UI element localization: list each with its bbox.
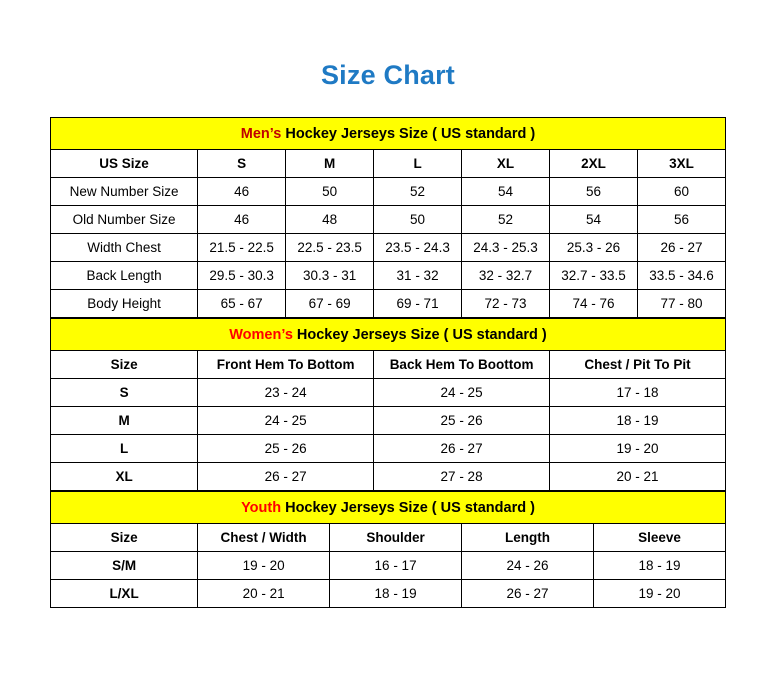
mens-row-1-val-5: 56 <box>637 206 725 234</box>
table-row <box>51 234 726 262</box>
mens-row-3-val-4: 32.7 - 33.5 <box>550 262 638 290</box>
table-row <box>51 379 726 407</box>
mens-row-3-val-5: 33.5 - 34.6 <box>637 262 725 290</box>
mens-row-1-val-2: 50 <box>374 206 462 234</box>
mens-row-4-val-1: 67 - 69 <box>286 290 374 318</box>
youth-row-1-val-2: 26 - 27 <box>462 580 594 608</box>
womens-row-2-val-0: 25 - 26 <box>198 435 374 463</box>
youth-row-0-val-3: 18 - 19 <box>594 552 726 580</box>
womens-row-3-val-0: 26 - 27 <box>198 463 374 491</box>
youth-row-0-val-1: 16 - 17 <box>330 552 462 580</box>
womens-row-2-label: L <box>51 435 198 463</box>
mens-row-2-val-4: 25.3 - 26 <box>550 234 638 262</box>
womens-col-0: Size <box>51 351 198 379</box>
tables-container <box>50 117 726 608</box>
mens-row-3-val-3: 32 - 32.7 <box>462 262 550 290</box>
womens-row-0-val-2: 17 - 18 <box>550 379 726 407</box>
mens-row-1-val-3: 52 <box>462 206 550 234</box>
mens-row-1-val-4: 54 <box>550 206 638 234</box>
mens-col-3: L <box>374 150 462 178</box>
mens-row-3-val-1: 30.3 - 31 <box>286 262 374 290</box>
womens-row-0-label: S <box>51 379 198 407</box>
mens-row-3-label: Back Length <box>51 262 198 290</box>
youth-section-header-accent: Youth <box>241 499 282 516</box>
mens-col-1: S <box>198 150 286 178</box>
table-row <box>51 407 726 435</box>
table-row <box>51 206 726 234</box>
table-row <box>51 290 726 318</box>
mens-row-0-val-0: 46 <box>198 178 286 206</box>
mens-column-header-row <box>51 150 726 178</box>
womens-row-0-val-0: 23 - 24 <box>198 379 374 407</box>
youth-row-1-label: L/XL <box>51 580 198 608</box>
womens-size-table <box>50 318 726 491</box>
mens-row-2-val-2: 23.5 - 24.3 <box>374 234 462 262</box>
youth-col-3: Length <box>462 524 594 552</box>
womens-section-header-row <box>51 319 726 351</box>
youth-column-header-row <box>51 524 726 552</box>
womens-row-2-val-1: 26 - 27 <box>374 435 550 463</box>
womens-row-3-val-2: 20 - 21 <box>550 463 726 491</box>
mens-row-4-val-3: 72 - 73 <box>462 290 550 318</box>
mens-row-3-val-0: 29.5 - 30.3 <box>198 262 286 290</box>
page-title: Size Chart <box>320 60 456 90</box>
womens-row-1-val-0: 24 - 25 <box>198 407 374 435</box>
mens-row-0-val-4: 56 <box>550 178 638 206</box>
womens-row-0-val-1: 24 - 25 <box>374 379 550 407</box>
womens-row-3-label: XL <box>51 463 198 491</box>
mens-section-header-accent: Men’s <box>240 125 282 142</box>
mens-row-2-val-0: 21.5 - 22.5 <box>198 234 286 262</box>
mens-row-4-val-0: 65 - 67 <box>198 290 286 318</box>
youth-col-1: Chest / Width <box>198 524 330 552</box>
womens-section-header <box>51 319 726 351</box>
womens-col-3: Chest / Pit To Pit <box>550 351 726 379</box>
womens-row-1-val-2: 18 - 19 <box>550 407 726 435</box>
mens-row-0-val-3: 54 <box>462 178 550 206</box>
mens-row-0-label: New Number Size <box>51 178 198 206</box>
womens-col-2: Back Hem To Boottom <box>374 351 550 379</box>
mens-col-0: US Size <box>51 150 198 178</box>
table-row <box>51 552 726 580</box>
mens-col-5: 2XL <box>550 150 638 178</box>
mens-size-table <box>50 117 726 318</box>
mens-row-1-label: Old Number Size <box>51 206 198 234</box>
youth-row-1-val-1: 18 - 19 <box>330 580 462 608</box>
mens-row-2-val-3: 24.3 - 25.3 <box>462 234 550 262</box>
youth-size-table <box>50 491 726 608</box>
mens-col-2: M <box>286 150 374 178</box>
mens-col-6: 3XL <box>637 150 725 178</box>
mens-row-4-val-4: 74 - 76 <box>550 290 638 318</box>
womens-col-1: Front Hem To Bottom <box>198 351 374 379</box>
youth-col-0: Size <box>51 524 198 552</box>
youth-row-0-val-2: 24 - 26 <box>462 552 594 580</box>
youth-section-header-rest: Hockey Jerseys Size ( US standard ) <box>281 499 535 516</box>
womens-row-3-val-1: 27 - 28 <box>374 463 550 491</box>
youth-section-header-row <box>51 492 726 524</box>
mens-row-0-val-2: 52 <box>374 178 462 206</box>
mens-section-header-row <box>51 118 726 150</box>
table-row <box>51 463 726 491</box>
mens-row-0-val-1: 50 <box>286 178 374 206</box>
womens-row-1-label: M <box>51 407 198 435</box>
youth-row-0-val-0: 19 - 20 <box>198 552 330 580</box>
mens-row-2-val-5: 26 - 27 <box>637 234 725 262</box>
womens-column-header-row <box>51 351 726 379</box>
mens-row-1-val-0: 46 <box>198 206 286 234</box>
womens-section-header-accent: Women’s <box>229 326 293 343</box>
mens-col-4: XL <box>462 150 550 178</box>
youth-section-header <box>51 492 726 524</box>
table-row <box>51 435 726 463</box>
mens-row-4-val-2: 69 - 71 <box>374 290 462 318</box>
youth-col-4: Sleeve <box>594 524 726 552</box>
mens-row-4-label: Body Height <box>51 290 198 318</box>
mens-row-3-val-2: 31 - 32 <box>374 262 462 290</box>
youth-row-1-val-0: 20 - 21 <box>198 580 330 608</box>
mens-section-header-rest: Hockey Jerseys Size ( US standard ) <box>281 125 536 142</box>
mens-row-0-val-5: 60 <box>637 178 725 206</box>
table-row <box>51 178 726 206</box>
womens-section-header-rest: Hockey Jerseys Size ( US standard ) <box>292 326 547 343</box>
mens-section-header <box>51 118 726 150</box>
youth-row-1-val-3: 19 - 20 <box>594 580 726 608</box>
mens-row-2-val-1: 22.5 - 23.5 <box>286 234 374 262</box>
youth-row-0-label: S/M <box>51 552 198 580</box>
youth-col-2: Shoulder <box>330 524 462 552</box>
womens-row-2-val-2: 19 - 20 <box>550 435 726 463</box>
womens-row-1-val-1: 25 - 26 <box>374 407 550 435</box>
table-row <box>51 580 726 608</box>
mens-row-1-val-1: 48 <box>286 206 374 234</box>
mens-row-2-label: Width Chest <box>51 234 198 262</box>
mens-row-4-val-5: 77 - 80 <box>637 290 725 318</box>
table-row <box>51 262 726 290</box>
